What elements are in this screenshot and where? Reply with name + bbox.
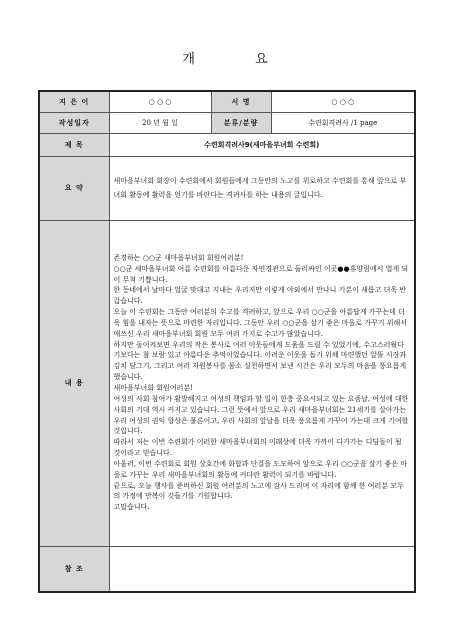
summary-label: 요 약 xyxy=(39,156,109,220)
content-body xyxy=(109,220,415,546)
sign-label: 서 명 xyxy=(211,91,271,112)
content-paragraph: 끝으로, 오늘 행사를 준비하신 회원 여러분의 노고에 감사 드리며 이 자리에 함께 한 여러분 모두의 가정에 만복이 깃들기를 기원합니다. xyxy=(113,481,404,501)
content-paragraph: 아울러, 이번 수련회로 회원 상호간에 화합과 단결을 도모하여 앞으로 우리 ○○군을 살기 좋은 마을로 가꾸는 우리 새마을부녀회의 활동에 커다란 활력이 되기를 바랍니다. xyxy=(113,459,408,479)
content-paragraph: 여성의 사회 참여가 활발해지고 여성의 책임과 할 일이 한층 중요시되고 있는 요즘날, 여성에 대한 사회의 기대 역시 커지고 있습니다. 그런 뜻에서 앞으로 우리 새마을부녀회는 21세기를 살아가는 우리 여성의 권익 향상은 물론이고, 우리 사회의 앞날을 더욱 풍요롭게 가꾸어 가는데 크게 기여할 것입니다. xyxy=(113,394,409,436)
category-value: 수련회격려사 /1 page xyxy=(271,112,415,133)
date-label: 작성일자 xyxy=(39,112,109,133)
content-paragraph: 고맙습니다. xyxy=(113,503,150,512)
summary-row xyxy=(39,156,415,220)
summary-form xyxy=(38,90,416,593)
sign-value: ○ ○ ○ xyxy=(271,91,415,112)
page-title: 개 요 xyxy=(182,52,296,67)
content-paragraph: ○○군 새마을부녀회 여름 수련회를 아름다운 자연경관으로 둘러싸인 이곳●●휴양림에서 열게 되어 무척 기쁩니다. xyxy=(113,264,409,284)
reference-label: 참 조 xyxy=(39,546,109,592)
author-row xyxy=(39,91,415,112)
subject-row xyxy=(39,133,415,156)
date-row xyxy=(39,112,415,133)
content-row xyxy=(39,220,415,546)
content-paragraph: 한 동네에서 날마다 얼굴 맞대고 지내는 우리지만 이렇게 야외에서 만나니 기분이 새롭고 더욱 반갑습니다. xyxy=(113,286,407,306)
category-label: 분류/분량 xyxy=(211,112,271,133)
content-label: 내 용 xyxy=(39,220,109,546)
content-paragraph: 새마을부녀회 회원여러분! xyxy=(113,384,193,392)
content-paragraph: 존경하는 ○○군 새마을부녀회 회원여러분! xyxy=(113,253,244,262)
reference-value xyxy=(109,546,415,592)
content-paragraph: 오늘 이 수련회는 그동안 여러분의 수고를 격려하고, 앞으로 우리 ○○군을 아름답게 가꾸는데 더욱 힘을 내자는 뜻으로 마련한 자리입니다. 그동안 우리 ○○군을 살기 좋은 마을로 가꾸기 위해서 애쓰신 우리 새마을부녀회 회원 모두 여러 가지로 수고가 많았습니다. xyxy=(113,308,408,338)
subject-value: 수련회격려사9(새마을부녀회 수련회) xyxy=(109,133,415,156)
author-label: 지 은 이 xyxy=(39,91,109,112)
author-value: ○ ○ ○ xyxy=(109,91,211,112)
content-paragraph: 따라서 저는 이번 수련회가 이러한 새마을부녀회의 미래상에 더욱 가까이 다가가는 디딤돌이 될 것이라고 믿습니다. xyxy=(113,438,402,458)
summary-value: 새마을부녀회 회장이 수련회에서 회원들에게 그동안의 노고를 위로하고 수련회를 통해 앞으로 부녀회 활동에 활력을 얻기를 바란다는 격려사를 하는 내용의 글입니다. xyxy=(109,156,415,220)
subject-label: 제 목 xyxy=(39,133,109,156)
content-paragraph: 하지만 돌이켜보면 우리의 작은 봉사로 여러 이웃들에게 도움을 드릴 수 있었기에, 수고스러웠다기보다는 참 보람 있고 아름다운 추억이었습니다. 어려운 이웃을 돕기 위해 마련했던 알뜰 시장과 김치 담그기, 그리고 여러 자원봉사를 몸소 실천하면서 보낸 시간은 우리 모두의 마음을 풍요롭게 했습니다. xyxy=(113,340,407,382)
date-value: 20 년 월 일 xyxy=(109,112,211,133)
reference-row xyxy=(39,546,415,592)
